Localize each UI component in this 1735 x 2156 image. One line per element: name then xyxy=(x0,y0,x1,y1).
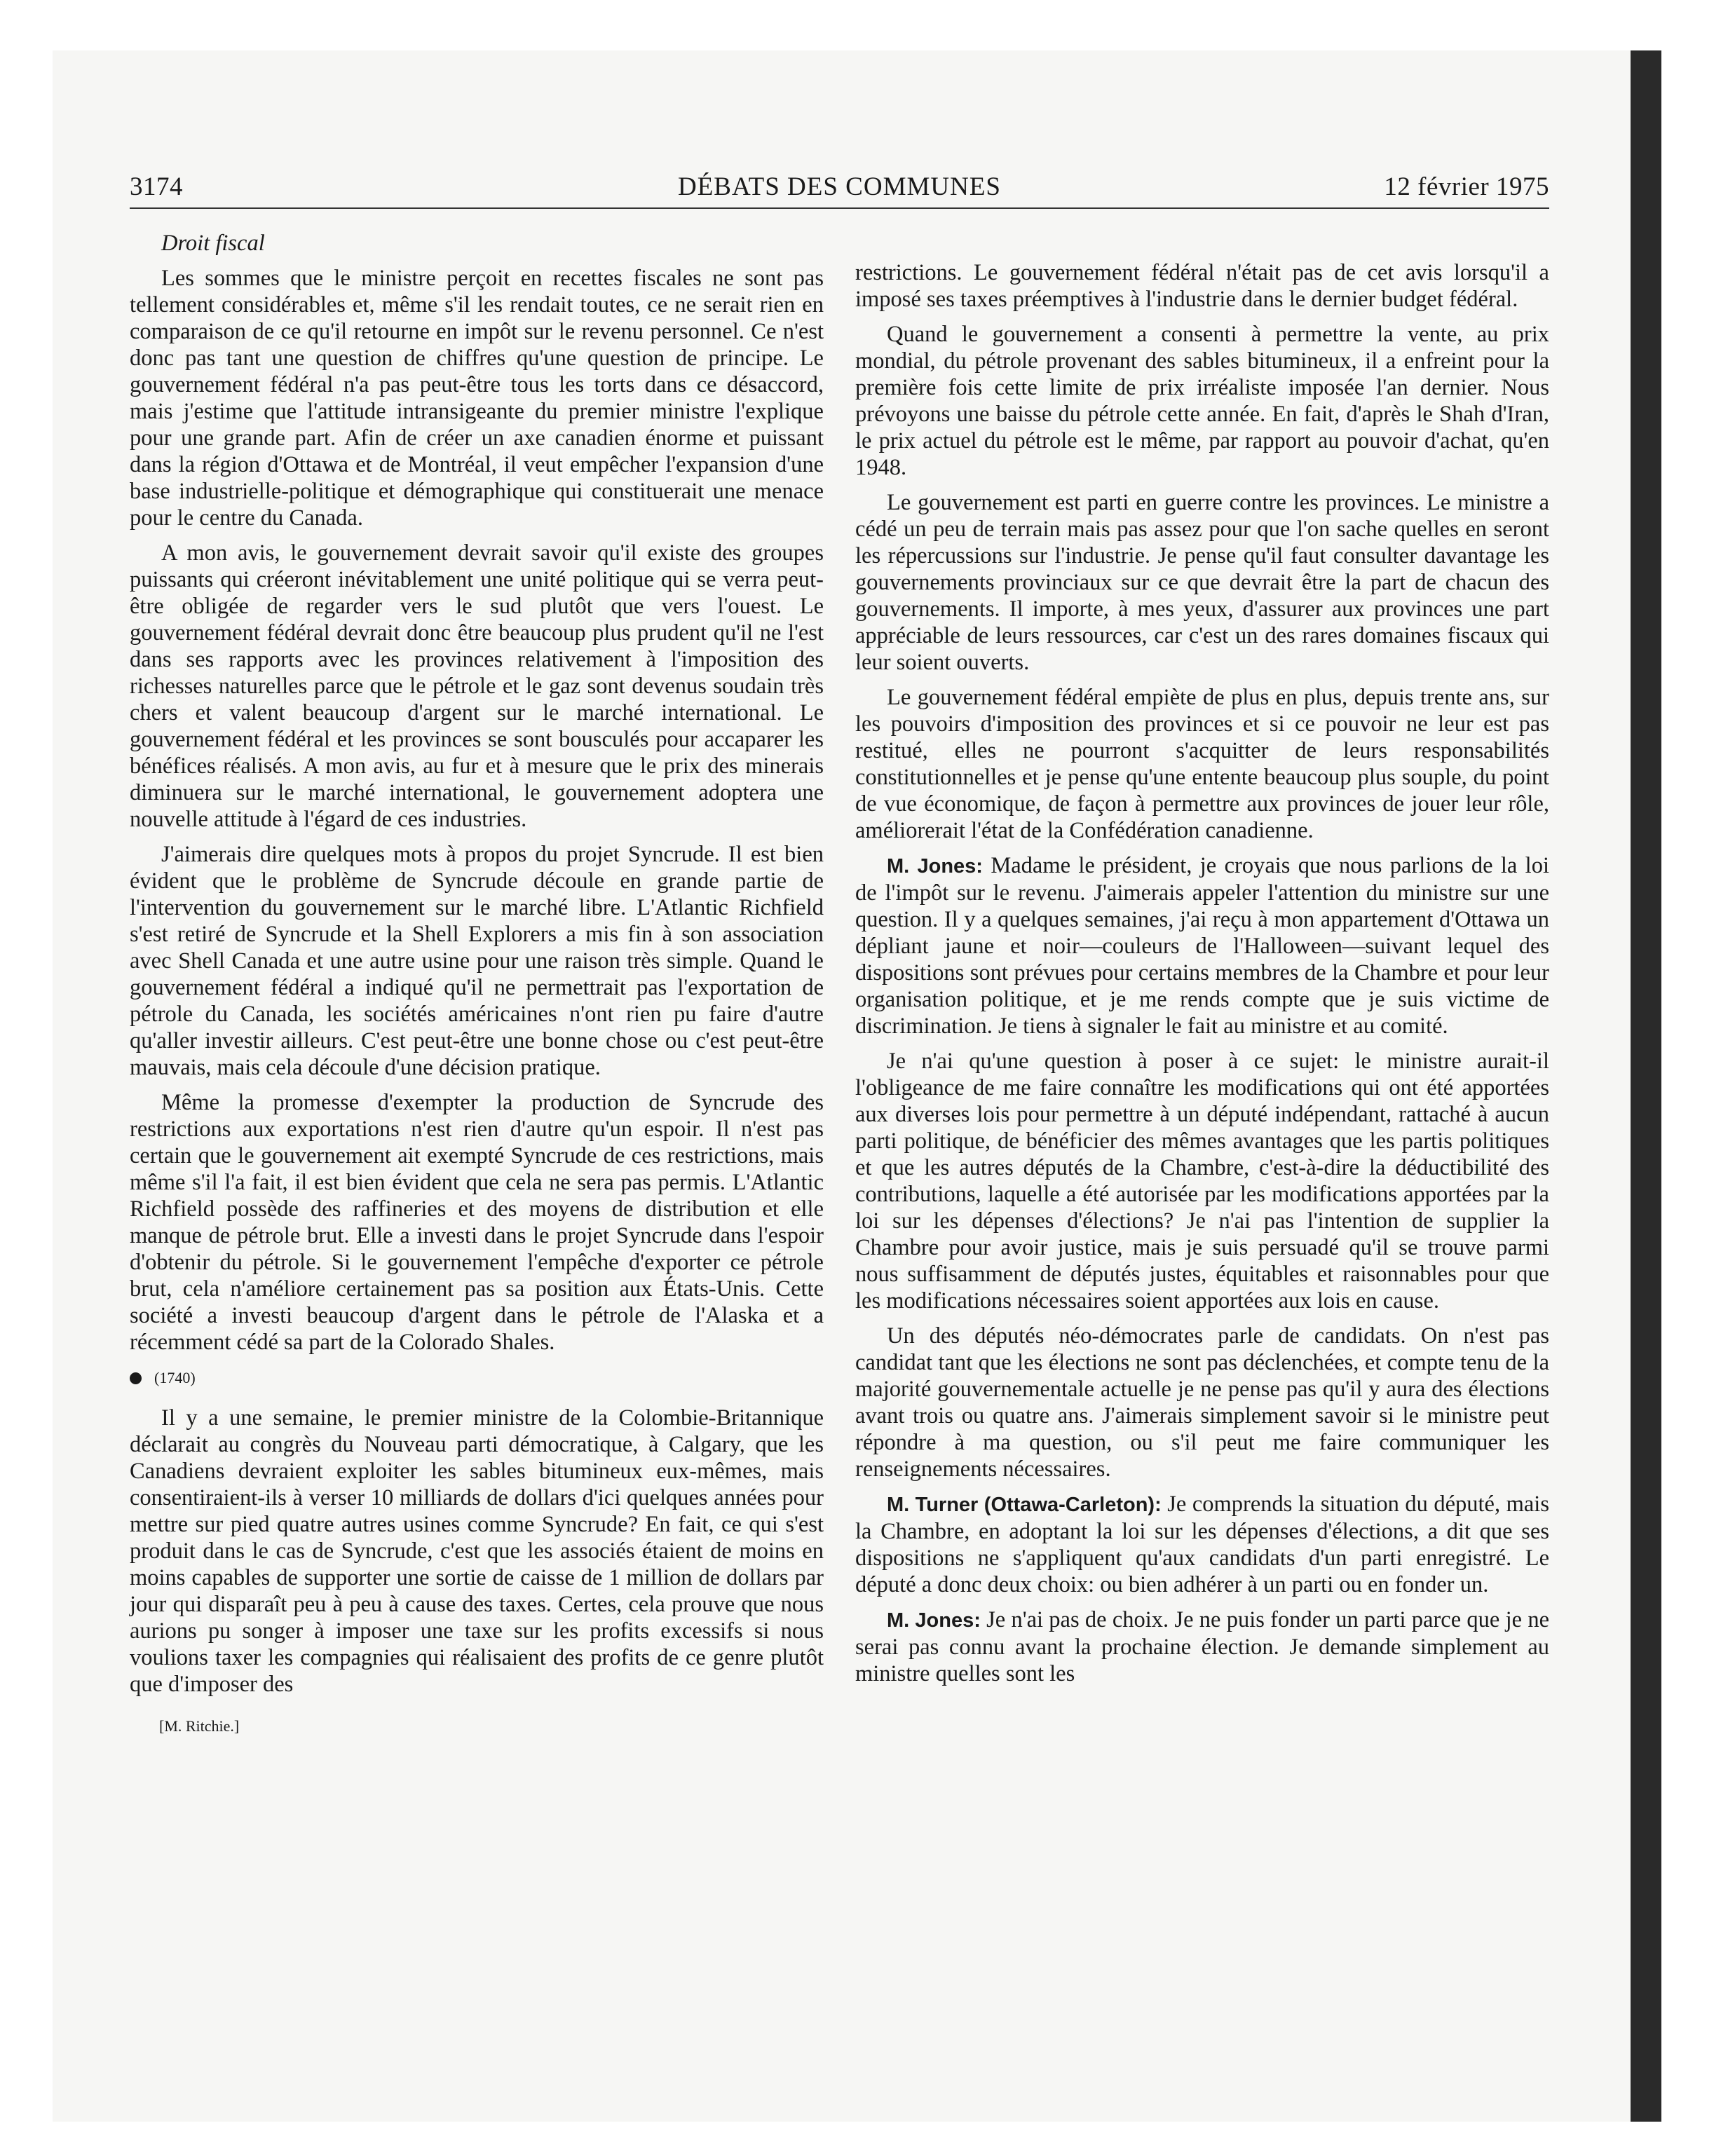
speech-paragraph xyxy=(855,852,1549,1039)
paragraph: restrictions. Le gouvernement fédéral n'était pas de cet avis lorsqu'il a imposé ses taxes préemptives à l'industrie dans le dernier budget fédéral. xyxy=(855,260,1549,312)
left-column xyxy=(130,230,824,1740)
header-rule xyxy=(130,207,1549,209)
speech-paragraph xyxy=(855,1491,1549,1598)
paragraph: Je n'ai qu'une question à poser à ce sujet: le ministre aurait-il l'obligeance de me faire connaître les modifications qui ont été apportées aux diverses lois pour permettre à un député indépendant, rattaché à aucun parti politique, de bénéficier des mêmes avantages que les partis politiques et que les autres députés de la Chambre, c'est-à-dire la déductibilité des contributions, laquelle a été autorisée par les modifications apportées par la loi sur les dépenses d'élections? Je n'ai pas l'intention de supplier la Chambre pour avoir justice, mais je suis persuadé qu'il se trouve parmi nous suffisamment de députés justes, équitables et raisonnables pour que les modifications nécessaires soient apportées aux lois en cause. xyxy=(855,1049,1549,1314)
scan-edge-shadow xyxy=(1631,50,1661,2122)
speaker-name: M. Jones: xyxy=(887,1609,981,1632)
speech-paragraph xyxy=(855,1606,1549,1687)
paragraph: J'aimerais dire quelques mots à propos du projet Syncrude. Il est bien évident que le problème de Syncrude découle en grande partie de l'intervention du gouvernement sur le marché libre. L'Atlantic Richfield s'est retiré de Syncrude et la Shell Explorers a mis fin à son association avec Shell Canada et une autre usine pour une raison très simple. Quand le gouvernement fédéral a indiqué qu'il ne permettrait pas l'exportation de pétrole du Canada, les sociétés américaines n'ont rien pu faire d'autre qu'aller investir ailleurs. C'est peut-être une bonne chose ou c'est peut-être mauvais, mais cela découle d'une décision pratique. xyxy=(130,842,824,1080)
page-date: 12 février 1975 xyxy=(1384,172,1549,201)
speaker-name: M. Jones: xyxy=(887,855,983,878)
page-header xyxy=(130,172,1549,208)
publication-title: DÉBATS DES COMMUNES xyxy=(677,172,1001,201)
speaker-name: M. Turner (Ottawa-Carleton): xyxy=(887,1494,1162,1516)
paragraph: Il y a une semaine, le premier ministre de la Colombie-Britannique déclarait au congrès du Nouveau parti démocratique, à Calgary, que les Canadiens devraient exploiter les sables bitumineux eux-mêmes, mais consentiraient-ils à verser 10 milliards de dollars d'ici quelques années pour mettre sur pied quatre autres usines comme Syncrude? En fait, ce qui s'est produit dans le cas de Syncrude, c'est que les associés étaient de moins en moins capables de supporter une sortie de caisse de 1 million de dollars par jour qui disparaît peu à peu à cause des taxes. Certes, cela prouve que nous aurions pu songer à imposer une taxe sur les profits excessifs si nous voulions taxer les compagnies qui réalisaient des profits de ce genre plutôt que d'imposer des xyxy=(130,1405,824,1697)
bullet-icon xyxy=(130,1372,142,1384)
time-marker-label: (1740) xyxy=(154,1369,196,1386)
paragraph: Les sommes que le ministre perçoit en recettes fiscales ne sont pas tellement considérables et, même s'il les rendait toutes, ce ne serait rien en comparaison de ce qu'il retourne en impôt sur le revenu personnel. Ce n'est donc pas tant une question de chiffres qu'une question de principe. Le gouvernement fédéral n'a pas peut-être tous les torts dans ce désaccord, mais j'estime que l'attitude intransigeante du premier ministre l'explique pour une grande part. Afin de créer un axe canadien énorme et puissant dans la région d'Ottawa et de Montréal, il veut empêcher l'expansion d'une base industrielle-politique et démographique qui constituerait une menace pour le centre du Canada. xyxy=(130,266,824,531)
paragraph: A mon avis, le gouvernement devrait savoir qu'il existe des groupes puissants qui créeront inévitablement une unité politique qui se verra peut-être obligée de regarder vers le sud plutôt que vers l'ouest. Le gouvernement fédéral devrait donc être beaucoup plus prudent qu'il ne l'est dans ses rapports avec les provinces relativement à l'imposition des richesses naturelles parce que le pétrole et le gaz sont devenus soudain très chers et valent beaucoup d'argent sur le marché international. Le gouvernement fédéral et les provinces se sont bousculés pour accaparer les bénéfices réalisés. A mon avis, au fur et à mesure que le prix des minerais diminuera sur le marché international, le gouvernement adoptera une nouvelle attitude à l'égard de ces industries. xyxy=(130,540,824,832)
paragraph: Quand le gouvernement a consenti à permettre la vente, au prix mondial, du pétrole provenant des sables bitumineux, il a enfreint pour la première fois cette limite de prix irréaliste imposée l'an dernier. Nous prévoyons une baisse du pétrole cette année. En fait, d'après le Shah d'Iran, le prix actuel du pétrole est le même, par rapport au pouvoir d'achat, qu'en 1948. xyxy=(855,322,1549,480)
page-number: 3174 xyxy=(130,172,183,201)
section-title: Droit fiscal xyxy=(161,231,265,256)
speaker-footer-note: [M. Ritchie.] xyxy=(159,1717,240,1735)
right-column xyxy=(855,259,1549,1696)
speech-text: Madame le président, je croyais que nous parlions de la loi de l'impôt sur le revenu. J'aimerais appeler l'attention du ministre sur une question. Il y a quelques semaines, j'ai reçu à mon appartement d'Ottawa un dépliant jaune et noir—couleurs de l'Halloween—suivant lequel des dispositions sont prévues pour certains membres de la Chambre et pour leur organisation politique, et je me rends compte que je suis victime de discrimination. Je tiens à signaler le fait au ministre et au comité. xyxy=(855,853,1549,1039)
paragraph: Même la promesse d'exempter la production de Syncrude des restrictions aux exportations n'est rien d'autre qu'un espoir. Il n'est pas certain que le gouvernement ait exempté Syncrude de ces restrictions, mais même s'il l'a fait, il est bien évident que cela ne sera pas permis. L'Atlantic Richfield possède des raffineries et des moyens de distribution et elle manque de pétrole brut. Elle a investi dans le projet Syncrude dans l'espoir d'obtenir du pétrole. Si le gouvernement l'empêche d'exporter ce pétrole brut, cela n'améliore certainement pas sa position aux États-Unis. Cette société a investi beaucoup d'argent dans le pétrole de l'Alaska et a récemment cédé sa part de la Colorado Shales. xyxy=(130,1090,824,1355)
paragraph: Un des députés néo-démocrates parle de candidats. On n'est pas candidat tant que les élections ne sont pas déclenchées, et compte tenu de la majorité gouvernementale actuelle je ne pense pas qu'il y aura des élections avant trois ou quatre ans. J'aimerais simplement savoir si le ministre peut répondre à ma question, ou s'il peut me faire communiquer les renseignements nécessaires. xyxy=(855,1323,1549,1482)
paragraph: Le gouvernement fédéral empiète de plus en plus, depuis trente ans, sur les pouvoirs d'imposition des provinces et si ce pouvoir ne leur est pas restitué, elles ne pourront s'acquitter de leurs responsabilités constitutionnelles et je pense qu'une entente beaucoup plus souple, du point de vue économique, de façon à permettre aux provinces de jouer leur rôle, améliorerait l'état de la Confédération canadienne. xyxy=(855,685,1549,843)
speech-text: Je n'ai pas de choix. Je ne puis fonder un parti parce que je ne serai pas connu avant la prochaine élection. Je demande simplement au ministre quelles sont les xyxy=(855,1607,1549,1686)
paragraph: Le gouvernement est parti en guerre contre les provinces. Le ministre a cédé un peu de terrain mais pas assez pour que l'on sache quelles en seront les répercussions sur l'industrie. Je pense qu'il faut consulter davantage les gouvernements provinciaux sur ce que devrait être la part de chacun des gouvernements. Il importe, à mes yeux, d'assurer aux provinces une part appréciable de leurs ressources, car c'est un des rares domaines fiscaux qui leur soient ouverts. xyxy=(855,490,1549,675)
time-marker xyxy=(130,1370,824,1386)
speech-text: Je comprends la situation du député, mais la Chambre, en adoptant la loi sur les dépenses d'élections, a dit que ses dispositions ne s'appliquent qu'aux candidats d'un parti enregistré. Le député a donc deux choix: ou bien adhérer à un parti ou en fonder un. xyxy=(855,1492,1549,1597)
